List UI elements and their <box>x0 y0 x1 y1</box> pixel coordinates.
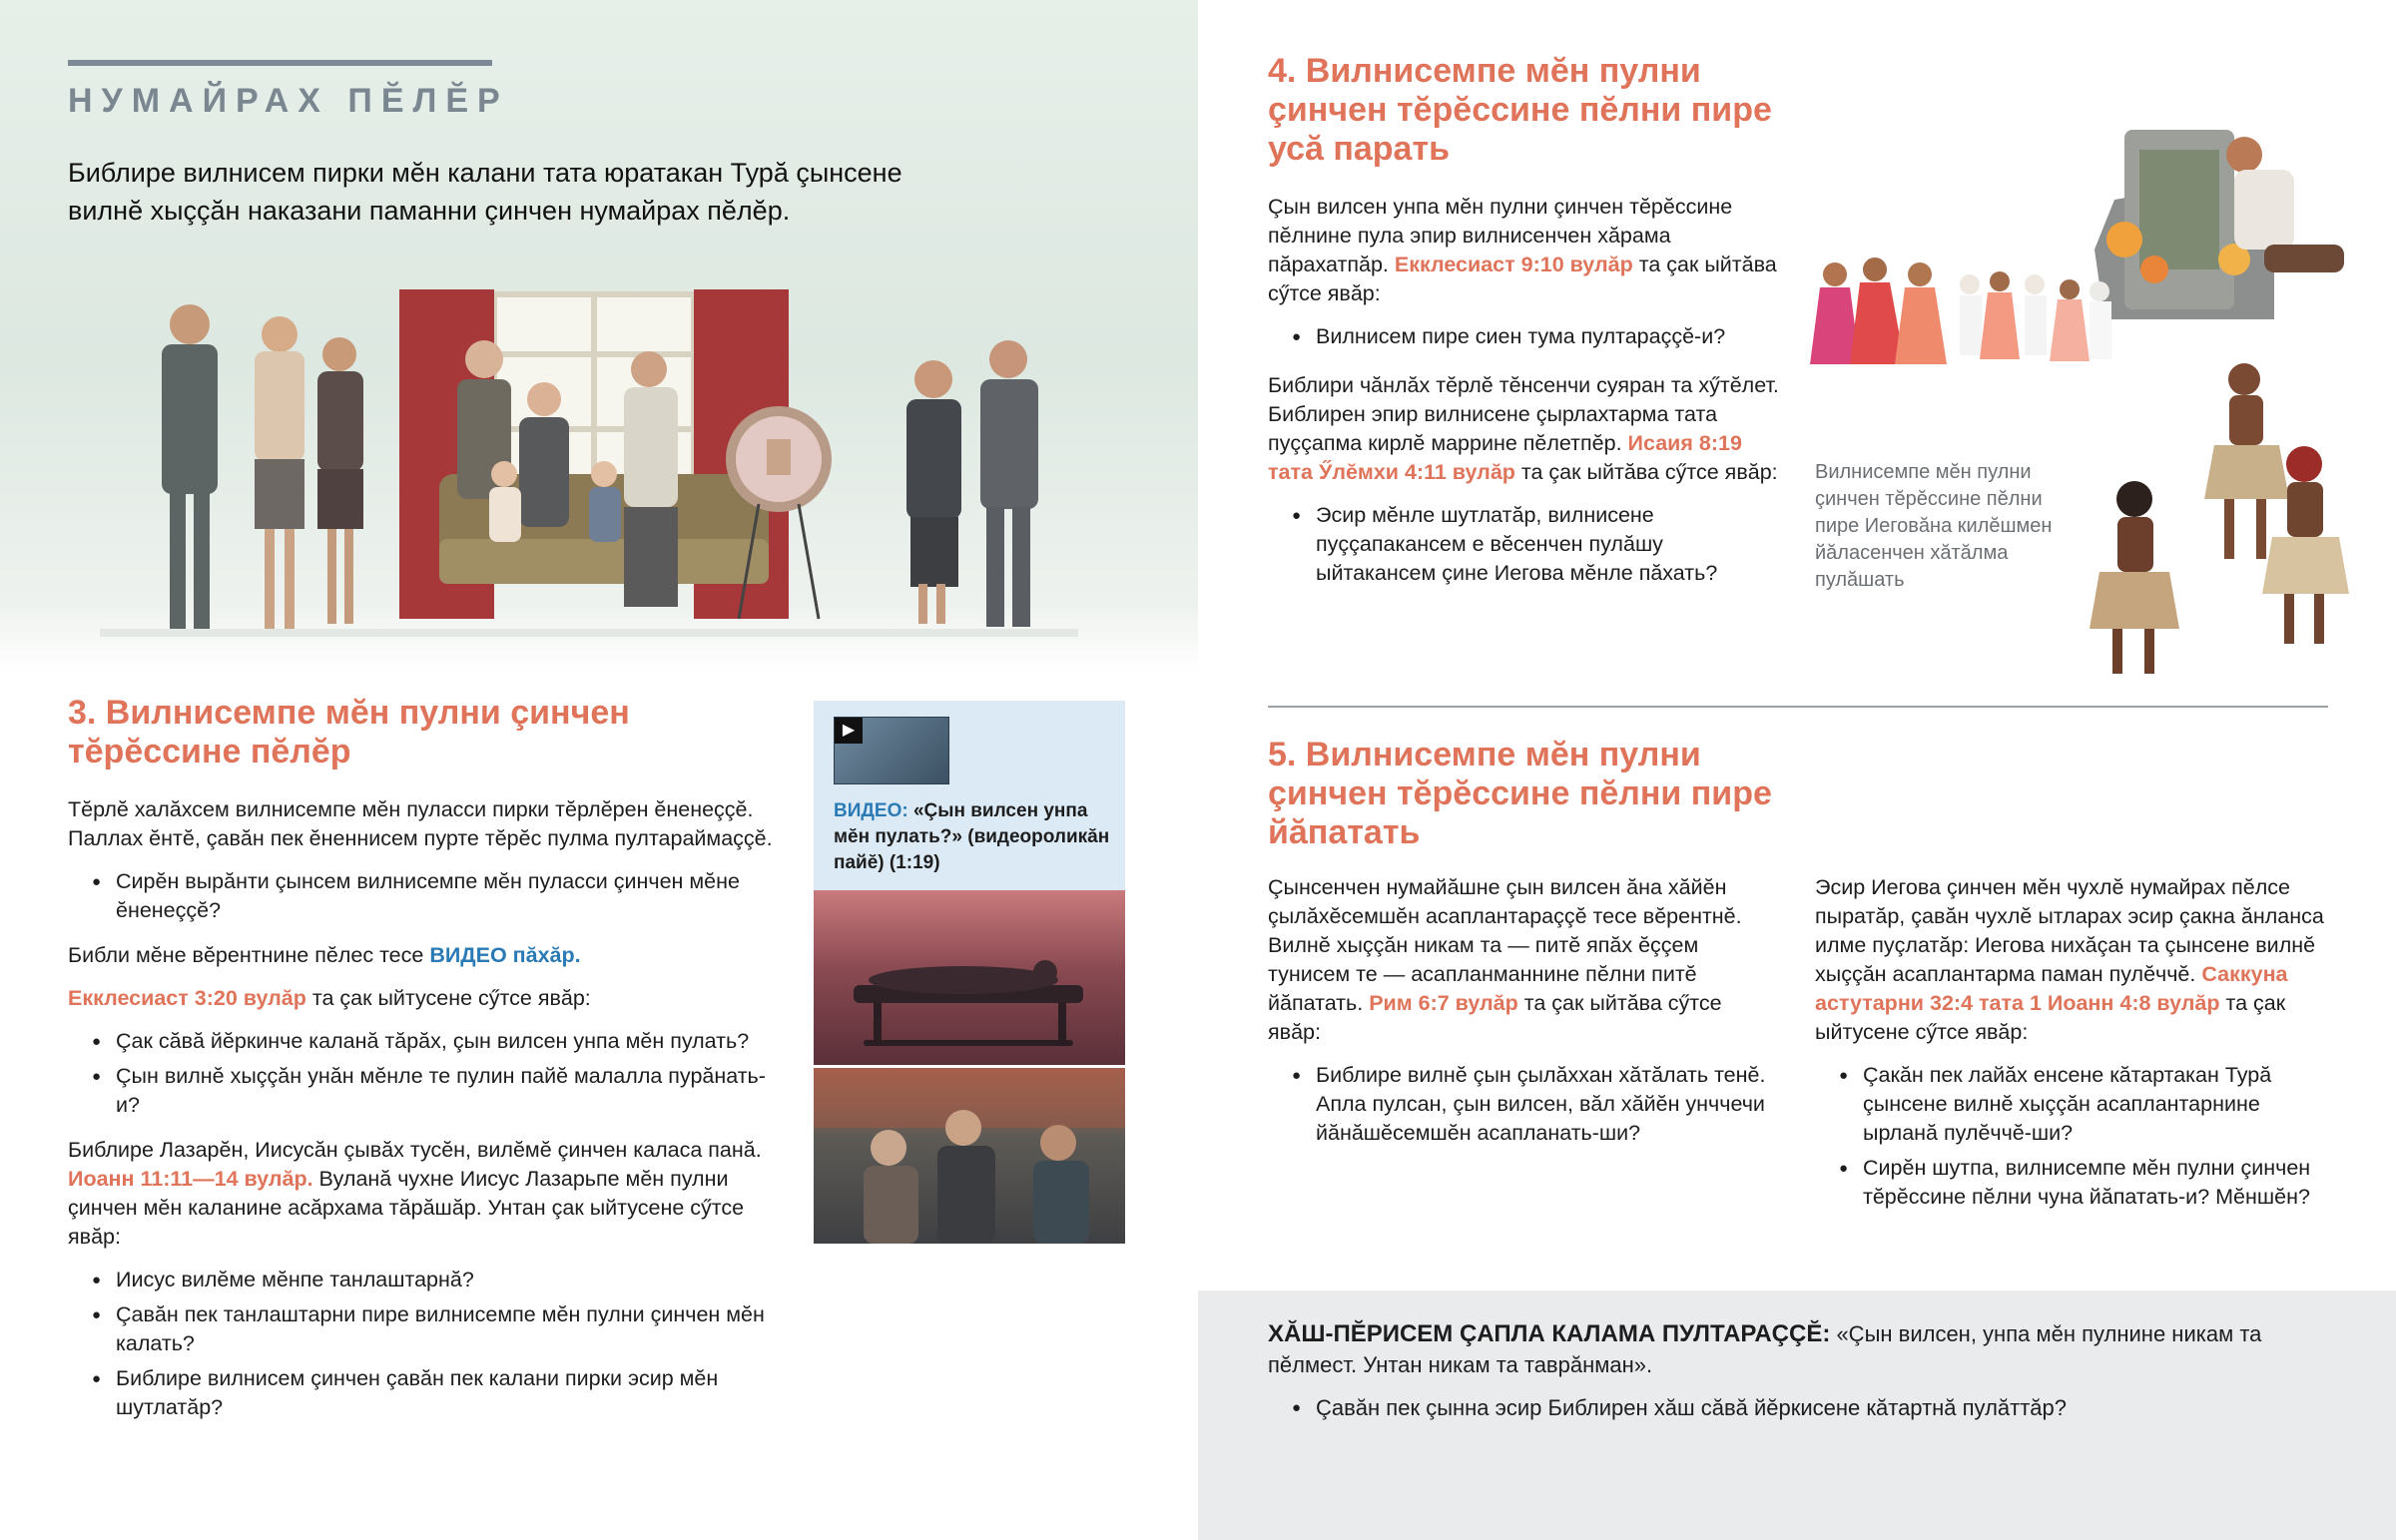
section-4-body <box>1268 193 1787 608</box>
s5-paragraph-2-text: Эсир Иегова çинчен мĕн чухлĕ нумайрах пĕлсе пыратăр, çавăн чухлĕ ытларах эсир çакна ăнланса илме пуçлатăр: Иегова нихăçан та çынсене вилнĕ хыççăн асаплантарма паман пулĕччĕ. <box>1815 875 2324 986</box>
s3-question-list-1 <box>68 867 787 925</box>
video-title: «Çын вилсен унпа мĕн пулать?» (видеороликăн пайĕ) (1:19) <box>834 800 1110 873</box>
s5-paragraph-1-tail: та çак ыйтăва сӳтсе явăр: <box>1268 991 1722 1044</box>
video-caption <box>834 798 1113 876</box>
mourners-illustration <box>814 1068 1125 1244</box>
question-item: ● Çавăн пек танлаштарни пире вилнисемпе мĕн пулни çинчен мĕн калать? <box>68 1300 787 1358</box>
play-icon[interactable]: ▶ <box>835 718 863 744</box>
some-people-say-title: ХĂШ-ПĔРИСЕМ ÇАПЛА КАЛАМА ПУЛТАРАÇÇĔ: <box>1268 1320 1831 1347</box>
s3-paragraph-4-tail: Вуланă чухне Иисус Лазарьпе мĕн пулни çинчен мĕн каланине асăрхама тăрăшăр. Унтан çак ыйтусене сӳтсе явăр: <box>68 1167 745 1249</box>
question-item: ● Çавăн пек çынна эсир Библирен хăш сăвă йĕркисене кăтартнă пулăттăр? <box>1268 1392 2346 1423</box>
hospital-photo <box>814 890 1125 1065</box>
s5-paragraph-2-tail: та çак ыйтусене сӳтсе явăр: <box>1815 991 2286 1044</box>
s3-paragraph-4 <box>68 1136 787 1252</box>
s3-paragraph-4-text: Библире Лазарĕн, Иисусăн çывăх тусĕн, вилĕмĕ çинчен каласа панă. <box>68 1138 762 1162</box>
s3-paragraph-3 <box>68 984 787 1013</box>
question-item: ● Библире вилнĕ çын çылăххан хăтăлать тенĕ. Апла пулсан, çын вилсен, вăл хăйĕн унччечи йăнăшĕсемшĕн асапланать-ши? <box>1268 1061 1777 1148</box>
scripture-reference[interactable]: Саккуна астутарни 32:4 тата 1 Иоанн 4:8 вулăр <box>1815 962 2288 1015</box>
question-item: ● Сирĕн вырăнти çынсем вилнисемпе мĕн пуласси çинчен мĕне ĕненеççĕ? <box>68 867 787 925</box>
s3-question-list-3 <box>68 1266 787 1422</box>
question-item: ● Иисус вилĕме мĕнпе танлаштарнă? <box>68 1266 787 1294</box>
s5-question-list-2 <box>1815 1061 2334 1212</box>
question-item: ● Эсир мĕнле шутлатăр, вилнисене пуççапакансем е вĕсенчен пулăшу ыйтакансем çине Иегова мĕнле пăхать? <box>1268 501 1787 588</box>
scripture-reference[interactable]: Екклесиаст 3:20 вулăр <box>68 986 306 1010</box>
question-item: ● Сирĕн шутпа, вилнисемпе мĕн пулни çинчен тĕрĕссине пĕлни чуна йăпатать-и? Мĕншĕн? <box>1815 1154 2334 1212</box>
s5-paragraph-1 <box>1268 873 1777 1047</box>
s3-paragraph-1: Тĕрлĕ халăхсем вилнисемпе мĕн пуласси пирки тĕрлĕрен ĕненеççĕ. Паллах ĕнтĕ, çавăн пек ĕненнисем пурте тĕрĕс пулма пултараймаççĕ. <box>68 797 773 850</box>
scripture-reference[interactable]: Исаия 8:19 тата Ӳлĕмхи 4:11 вулăр <box>1268 431 1742 484</box>
question-item: ● Çын вилнĕ хыççăн унăн мĕнле те пулин пайĕ малалла пурăнать-и? <box>68 1062 787 1120</box>
some-people-say-question-list <box>1268 1392 2346 1423</box>
s4-paragraph-2-text: Библири чăнлăх тĕрлĕ тĕнсенчи суяран та хӳтĕлет. Библирен эпир вилнисене çырлахтарма тата пуççапма кирлĕ маррине пĕлетпĕр. <box>1268 373 1779 455</box>
s5-paragraph-2 <box>1815 873 2334 1047</box>
scripture-reference[interactable]: Иоанн 11:11—14 вулăр. <box>68 1167 313 1191</box>
section-3-body <box>68 795 787 1438</box>
video-box[interactable] <box>814 701 1125 890</box>
s3-paragraph-3-text: та çак ыйтусене сӳтсе явăр: <box>305 986 591 1010</box>
section-title: НУМАЙРАХ ПĔЛĔР <box>68 82 509 120</box>
question-item: ● Вилнисем пире сиен тума пултараççĕ-и? <box>1268 322 1787 351</box>
s5-paragraph-1-text: Çынсенчен нумайăшне çын вилсен ăна хăйĕн çылăхĕсемшĕн асаплантараççĕ тесе вĕрентнĕ. Вилнĕ хыççăн никам та — питĕ япăх ĕççем тунисем те — асапланманнине пĕлни питĕ йăпатать. <box>1268 875 1742 1015</box>
some-people-say-box <box>1198 1290 2396 1540</box>
mourners-photo <box>814 1068 1125 1244</box>
intro-text: Библире вилнисем пирки мĕн калани тата юратакан Турă çынсене вилнĕ хыççăн наказани паманни çинчен нумайрах пĕлĕр. <box>68 158 902 226</box>
scripture-reference[interactable]: Рим 6:7 вулăр <box>1369 991 1518 1015</box>
video-link[interactable]: ВИДЕО пăхăр. <box>429 943 581 967</box>
question-item: ● Çакăн пек лайăх енсене кăтартакан Турă çынсене вилнĕ хыççăн асаплантарнине ырланă пулĕччĕ-ши? <box>1815 1061 2334 1148</box>
s3-question-list-2 <box>68 1027 787 1120</box>
section-3-heading: 3. Вилнисемпе мĕн пулни çинчен тĕрĕссине пĕлĕр <box>68 694 630 770</box>
some-people-say-text <box>1268 1318 2346 1429</box>
s3-paragraph-2 <box>68 941 787 970</box>
funeral-illustration <box>100 279 1078 669</box>
s4-paragraph-2-tail: та çак ыйтăва сӳтсе явăр: <box>1514 460 1778 484</box>
question-item: ● Çак сăвă йĕркинче каланă тăрăх, çын вилсен унпа мĕн пулать? <box>68 1027 787 1056</box>
question-item: ● Библире вилнисем çинчен çавăн пек калани пирки эсир мĕн шутлатăр? <box>68 1364 787 1422</box>
some-people-say-quote: «Çын вилсен, унпа мĕн пулнине никам та пĕлмест. Унтан никам та таврăнман». <box>1268 1321 2262 1377</box>
section-5-column-2 <box>1815 873 2334 1218</box>
section-divider <box>1268 706 2328 708</box>
s3-paragraph-2-text: Библи мĕне вĕрентнине пĕлес тесе <box>68 943 430 967</box>
image-caption: Вилнисемпе мĕн пулни çинчен тĕрĕссине пĕлни пире Иеговăна килĕшмен йăласенчен хăтăлма пулăшать <box>1815 461 2053 591</box>
s4-paragraph-1-tail: та çак ыйтăва сӳтсе явăр: <box>1268 253 1777 305</box>
s5-question-list-1 <box>1268 1061 1777 1148</box>
section-4-heading: 4. Вилнисемпе мĕн пулни çинчен тĕрĕссине пĕлни пире усă парать <box>1268 52 1772 168</box>
section-rule <box>68 60 492 66</box>
section-5-column-1 <box>1268 873 1777 1154</box>
hospital-bed-illustration <box>814 890 1125 1065</box>
section-5-heading: 5. Вилнисемпе мĕн пулни çинчен тĕрĕссине пĕлни пире йăпатать <box>1268 736 1772 851</box>
video-thumbnail[interactable] <box>834 717 949 784</box>
s4-question-list-1 <box>1268 322 1787 351</box>
video-label: ВИДЕО: <box>834 800 908 821</box>
s4-question-list-2 <box>1268 501 1787 588</box>
s4-paragraph-1-text: Çын вилсен унпа мĕн пулни çинчен тĕрĕссине пĕлнине пула эпир вилнисенчен хăрама пăрахатпăр. <box>1268 195 1733 276</box>
s4-paragraph-1 <box>1268 193 1787 308</box>
right-page <box>1198 0 2396 1540</box>
scripture-reference[interactable]: Екклесиаст 9:10 вулăр <box>1394 253 1633 276</box>
s4-paragraph-2 <box>1268 371 1787 487</box>
